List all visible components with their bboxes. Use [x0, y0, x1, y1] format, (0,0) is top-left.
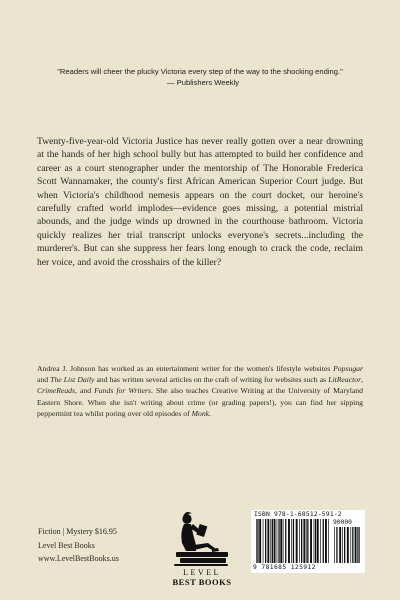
- barcode-bar: [317, 519, 319, 563]
- barcode-bar: [303, 519, 305, 563]
- barcode-bar: [328, 519, 329, 563]
- barcode-bar: [310, 519, 312, 563]
- barcode-bar: [257, 519, 258, 563]
- barcode-bar: [306, 519, 307, 563]
- publisher-name: Level Best Books: [38, 540, 95, 550]
- review-text: "Readers will cheer the plucky Victoria every step of the way to the shocking ending.": [57, 67, 343, 76]
- review-attribution: — Publishers Weekly: [166, 78, 240, 87]
- barcode-bar: [296, 519, 298, 563]
- publisher-website: www.LevelBestBooks.us: [38, 554, 119, 564]
- price-addon-number: 90000: [333, 519, 352, 526]
- barcode-bar: [357, 527, 358, 563]
- barcode-bar: [263, 519, 264, 563]
- barcode-bar: [355, 527, 357, 563]
- barcode-bar: [336, 527, 337, 563]
- barcode-bar: [347, 527, 349, 563]
- bio-text: and has written several articles on the craft of writing for websites such as: [94, 375, 329, 385]
- barcode-bar: [352, 527, 353, 563]
- logo-line-1: LEVEL: [183, 568, 221, 577]
- book-synopsis: Twenty-five-year-old Victoria Justice has never really gotten over a near drowning at the hands of her high school bully but has attempted to build her confidence and career as a court stenographer under the mentorship of The Honorable Frederica Scott Wannamaker, the county's first African American Superior Court judge. But when Victoria's childhood nemesis appears on the court docket, our heroine's carefully crafted world implodes—evidence goes missing, a potential mistrial abounds, and the judge winds up drowned in the courthouse bathroom. Victoria quickly realizes her trial transcript unlocks everyone's secrets...including the murderer's. But can she suppress her fears long enough to crack the code, reclaim her voice, and avoid the crosshairs of the killer?: [37, 136, 363, 268]
- isbn-barcode: [251, 510, 365, 573]
- barcode-bar: [344, 527, 345, 563]
- addon-barcode-icon: [333, 527, 361, 563]
- barcode-bar: [315, 519, 316, 563]
- barcode-bar: [259, 519, 261, 563]
- barcode-digits: 9 781685 125912: [253, 564, 316, 571]
- barcode-bar: [350, 527, 351, 563]
- barcode-bar: [299, 519, 300, 563]
- barcode-bar: [325, 519, 327, 563]
- barcode-bar: [323, 519, 324, 563]
- barcode-bar: [278, 519, 279, 563]
- barcode-bar: [314, 519, 315, 563]
- woman-reading-icon: [174, 512, 228, 566]
- barcode-bar: [285, 519, 286, 563]
- barcode-bar: [307, 519, 308, 563]
- bio-site-name: LitReactor: [328, 375, 362, 385]
- barcode-bar: [293, 519, 294, 563]
- review-quote: [14, 66, 386, 88]
- barcode-bar: [283, 519, 284, 563]
- bio-text: Andrea J. Johnson has worked as an entertainment writer for the women's lifestyle websites: [37, 364, 334, 373]
- barcode-bar: [320, 519, 321, 563]
- barcode-bar: [291, 519, 292, 563]
- bio-text: .: [209, 408, 212, 418]
- category-price: Fiction | Mystery $16.95: [38, 527, 117, 536]
- isbn-label: ISBN 978-1-68512-591-2: [254, 511, 342, 518]
- barcode-bar: [301, 519, 302, 563]
- bio-text: , and: [75, 386, 95, 396]
- bio-text: and: [37, 375, 51, 385]
- bio-text: . She also teaches Creative Writing at the University of Maryland Eastern Shore. When she isn't writing about crime (or grading papers!), you can find her sipping peppermint tea whilst poring over old episodes of: [37, 386, 363, 418]
- level-best-books-logo: [154, 508, 250, 588]
- publisher-info: [38, 525, 119, 566]
- logo-line-2: BEST BOOKS: [172, 577, 232, 587]
- barcode-bar: [342, 527, 343, 563]
- ean-barcode-icon: [255, 519, 331, 563]
- barcode-bar: [334, 527, 335, 563]
- bio-show-name: Monk: [191, 408, 210, 418]
- barcode-bar: [280, 519, 282, 563]
- barcode-bar: [267, 519, 269, 563]
- barcode-bar: [272, 519, 273, 563]
- barcode-bar: [288, 519, 290, 563]
- bio-text: ,: [361, 375, 363, 385]
- barcode-bar: [274, 519, 276, 563]
- bio-site-name: Popsugar: [333, 364, 363, 373]
- barcode-bar: [277, 519, 278, 563]
- bio-site-name: Funds for Writers: [94, 386, 152, 396]
- bio-site-name: The List Daily: [50, 375, 95, 385]
- barcode-bar: [339, 527, 341, 563]
- author-bio: [37, 363, 363, 419]
- bio-site-name: CrimeReads: [37, 386, 76, 396]
- barcode-bar: [270, 519, 271, 563]
- barcode-bar: [265, 519, 266, 563]
- barcode-bar: [358, 527, 359, 563]
- barcode-bar: [256, 519, 257, 563]
